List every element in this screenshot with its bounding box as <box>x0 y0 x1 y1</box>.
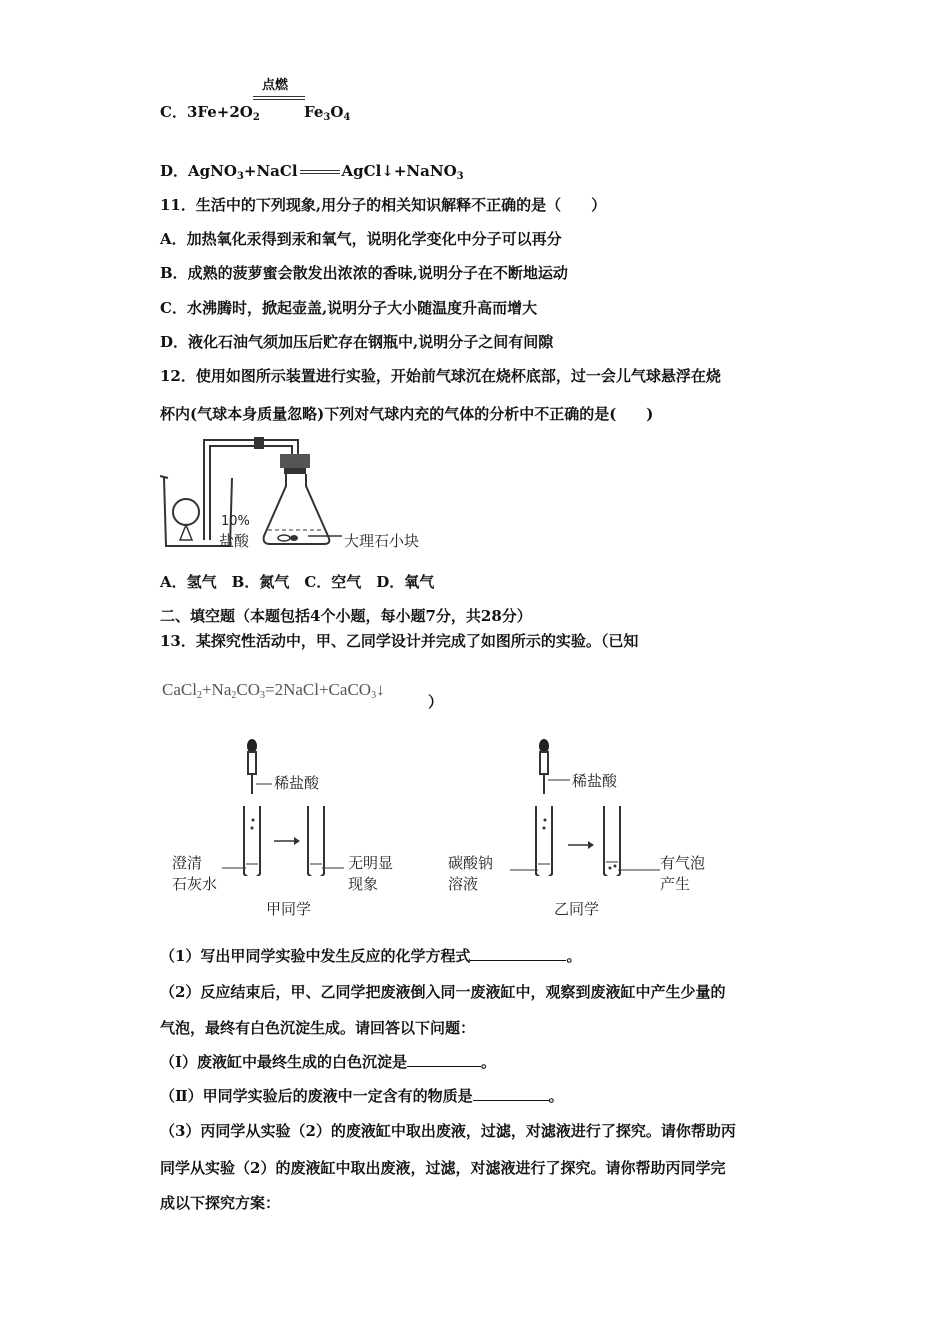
dropper-label-right: 稀盐酸 <box>572 772 618 790</box>
left-result-label: 无明显 <box>348 854 394 872</box>
answer-blank[interactable] <box>407 1052 481 1067</box>
q13-formula: CaCl2+Na2CO3=2NaCl+CaCO3↓ <box>162 680 385 701</box>
left-solution-label-2: 石灰水 <box>172 875 218 893</box>
q13-sub3-line2: 同学从实验（2）的废液缸中取出废液，过滤，对滤液进行了探究。请你帮助丙同学完 <box>160 1159 726 1177</box>
option-label: C． <box>160 103 187 121</box>
q12-stem-line2: 杯内(气球本身质量忽略)下列对气球内充的气体的分析中不正确的是( ) <box>160 405 654 423</box>
acid-concentration-label: 10% <box>221 514 250 529</box>
equation-lhs: 3Fe+2O <box>186 103 253 121</box>
q13-sub1: （1）写出甲同学实验中发生反应的化学方程式 。 <box>160 947 582 965</box>
right-caption: 乙同学 <box>554 900 600 918</box>
right-result-label: 有气泡 <box>660 854 706 872</box>
q11-stem: 11．生活中的下列现象,用分子的相关知识解释不正确的是（ ） <box>160 196 607 214</box>
dropper-label-left: 稀盐酸 <box>274 774 320 792</box>
equals-sign <box>300 170 340 174</box>
q13-sub2-i: （Ⅰ）废液缸中最终生成的白色沉淀是 。 <box>160 1053 497 1071</box>
answer-blank[interactable] <box>470 946 566 961</box>
q13-stem: 13．某探究性活动中，甲、乙同学设计并完成了如图所示的实验。（已知 <box>160 632 639 650</box>
right-solution-label: 碳酸钠 <box>448 854 494 872</box>
acid-label: 盐酸 <box>219 532 250 550</box>
q10-option-c: C．$3Fe+2O_2$ <box>160 103 260 123</box>
q12-options: A．氢气 B．氮气 C．空气 D．氧气 <box>160 573 435 591</box>
marble-label: 大理石小块 <box>344 532 420 550</box>
q11-option-b: B．成熟的菠萝蜜会散发出浓浓的香味,说明分子在不断地运动 <box>160 264 568 282</box>
formula-close-paren: ） <box>428 693 444 711</box>
left-result-label-2: 现象 <box>348 875 379 893</box>
reaction-condition: 点燃 <box>262 78 289 93</box>
equals-sign <box>253 96 305 100</box>
equation-rhs: $Fe_3O_4$ <box>304 103 351 123</box>
left-caption: 甲同学 <box>266 900 312 918</box>
left-solution-label: 澄清 <box>172 854 203 872</box>
q13-sub2-line2: 气泡，最终有白色沉淀生成。请回答以下问题： <box>160 1019 476 1037</box>
right-solution-label-2: 溶液 <box>448 875 479 893</box>
q10-option-d: D．AgNO$_3$+NaCl AgCl↓+NaNO$_3$ <box>160 162 464 182</box>
q13-sub2-line1: （2）反应结束后，甲、乙同学把废液倒入同一废液缸中，观察到废液缸中产生少量的 <box>160 983 726 1001</box>
right-result-label-2: 产生 <box>660 875 691 893</box>
q13-sub3-line1: （3）丙同学从实验（2）的废液缸中取出废液，过滤，对滤液进行了探究。请你帮助丙 <box>160 1122 736 1140</box>
q13-sub3-line3: 成以下探究方案： <box>160 1194 281 1212</box>
section-title: 二、填空题（本题包括4个小题，每小题7分，共28分） <box>160 607 532 625</box>
answer-blank[interactable] <box>473 1086 549 1101</box>
q11-option-a: A．加热氧化汞得到汞和氧气，说明化学变化中分子可以再分 <box>160 230 562 248</box>
q13-sub2-ii: （Ⅱ）甲同学实验后的废液中一定含有的物质是 。 <box>160 1087 564 1105</box>
q12-stem-line1: 12．使用如图所示装置进行实验，开始前气球沉在烧杯底部，过一会儿气球悬浮在烧 <box>160 367 721 385</box>
q11-option-c: C．水沸腾时，掀起壶盖,说明分子大小随温度升高而增大 <box>160 299 538 317</box>
q11-option-d: D．液化石油气须加压后贮存在钢瓶中,说明分子之间有间隙 <box>160 333 554 351</box>
